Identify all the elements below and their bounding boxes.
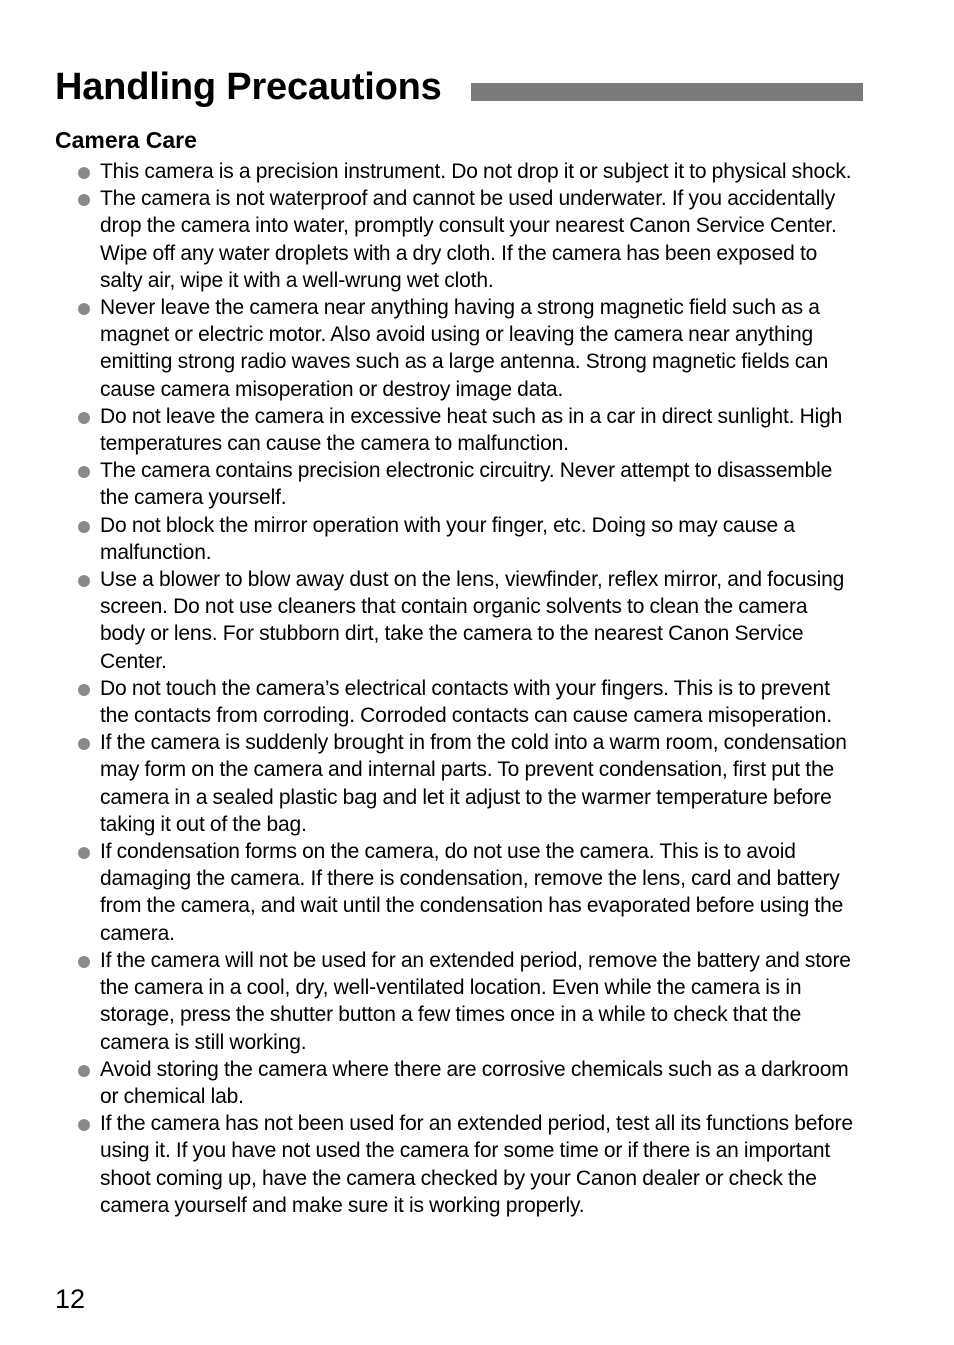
bullet-item — [78, 294, 853, 403]
bullet-item — [78, 838, 853, 947]
bullet-text: This camera is a precision instrument. Do not drop it or subject it to physical shock. — [100, 160, 852, 183]
bullet-item — [78, 947, 853, 1056]
bullet-item — [78, 566, 853, 675]
bullet-dot-icon — [78, 956, 90, 968]
page-number: 12 — [55, 1284, 86, 1314]
bullet-dot-icon — [78, 167, 90, 179]
bullet-text: If the camera is suddenly brought in from the cold into a warm room, condensation may form on the camera and internal parts. To prevent condensation, first put the camera in a sealed plastic bag and let it adjust to the warmer temperature before taking it out of the bag. — [100, 731, 847, 836]
bullet-text: If the camera will not be used for an extended period, remove the battery and store the camera in a cool, dry, well-ventilated location. Even while the camera is in storage, press the shutter button a few times once in a while to check that the camera is still working. — [100, 948, 851, 1054]
bullet-item — [78, 158, 853, 185]
bullet-text: Do not block the mirror operation with your finger, etc. Doing so may cause a malfunction. — [100, 513, 795, 564]
bullet-dot-icon — [78, 303, 90, 315]
bullet-item — [78, 512, 853, 566]
bullet-dot-icon — [78, 684, 90, 696]
bullet-item — [78, 1056, 853, 1110]
bullet-dot-icon — [78, 412, 90, 424]
bullet-dot-icon — [78, 1119, 90, 1131]
bullet-text: If the camera has not been used for an extended period, test all its functions before using it. If you have not used the camera for some time or if there is an important shoot coming up, have the camera checked by your Canon dealer or check the camera yourself and make sure it is working properly. — [100, 1112, 853, 1217]
bullet-dot-icon — [78, 521, 90, 533]
bullet-item — [78, 1110, 853, 1219]
bullet-item — [78, 457, 853, 511]
title-accent-bar — [471, 83, 863, 101]
bullet-text: Do not leave the camera in excessive heat such as in a car in direct sunlight. High temperatures can cause the camera to malfunction. — [100, 404, 843, 456]
bullet-text: Never leave the camera near anything having a strong magnetic field such as a magnet or electric motor. Also avoid using or leaving the camera near anything emitting strong radio waves such as a large antenna. Strong magnetic fields can cause camera misoperation or destroy image data. — [100, 296, 829, 401]
bullet-dot-icon — [78, 466, 90, 478]
bullet-dot-icon — [78, 847, 90, 859]
bullet-text: Avoid storing the camera where there are corrosive chemicals such as a darkroom or chemical lab. — [100, 1057, 849, 1108]
bullet-text: The camera contains precision electronic circuitry. Never attempt to disassemble the camera yourself. — [100, 459, 833, 510]
bullet-text: Use a blower to blow away dust on the lens, viewfinder, reflex mirror, and focusing screen. Do not use cleaners that contain organic solvents to clean the camera body or lens. For stubborn dirt, take the camera to the nearest Canon Service Center. — [100, 568, 845, 673]
section-heading: Camera Care — [55, 127, 197, 153]
page-title: Handling Precautions — [55, 66, 442, 108]
bullet-item — [78, 185, 853, 294]
bullet-item — [78, 729, 853, 838]
bullet-dot-icon — [78, 738, 90, 750]
title-row — [55, 64, 863, 112]
bullet-text: Do not touch the camera’s electrical contacts with your fingers. This is to prevent the contacts from corroding. Corroded contacts can cause camera misoperation. — [100, 676, 832, 728]
bullet-item — [78, 403, 853, 457]
bullet-text: If condensation forms on the camera, do not use the camera. This is to avoid damaging the camera. If there is condensation, remove the lens, card and battery from the camera, and wait until the condensation has evaporated before using the camera. — [100, 840, 844, 945]
bullet-list — [78, 158, 853, 1219]
bullet-dot-icon — [78, 194, 90, 206]
bullet-item — [78, 675, 853, 729]
bullet-dot-icon — [78, 575, 90, 587]
bullet-dot-icon — [78, 1065, 90, 1077]
bullet-text: The camera is not waterproof and cannot be used underwater. If you accidentally drop the camera into water, promptly consult your nearest Canon Service Center. Wipe off any water droplets with a dry cloth. If the camera has been exposed to salty air, wipe it with a well-wrung wet cloth. — [100, 187, 837, 292]
